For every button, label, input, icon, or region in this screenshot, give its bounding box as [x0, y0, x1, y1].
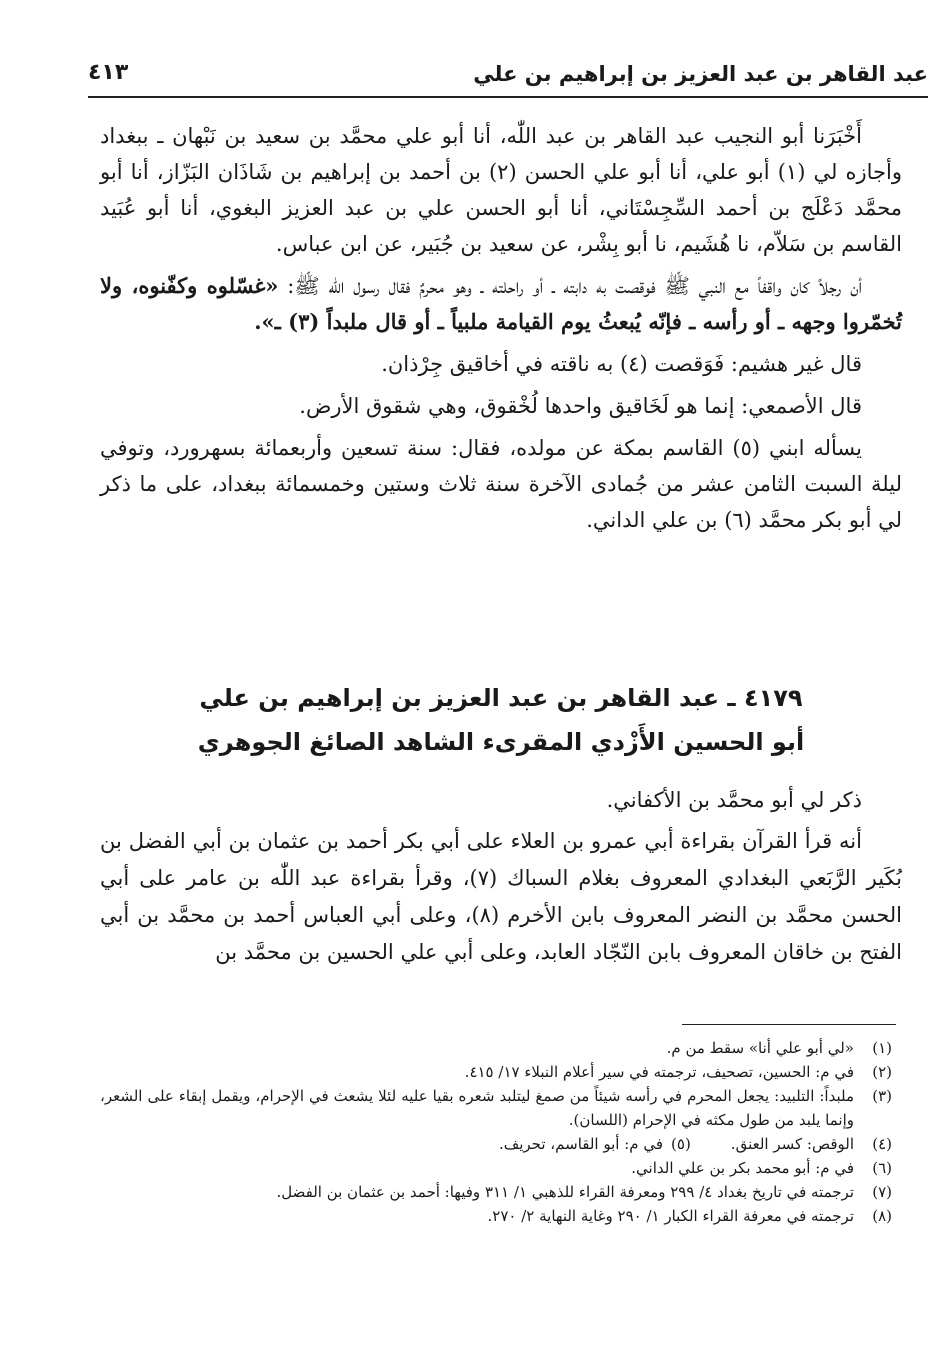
running-title: عبد القاهر بن عبد العزيز بن إبراهيم بن علي: [473, 62, 928, 86]
entry-paragraph-2: أنه قرأ القرآن بقراءة أبي عمرو بن العلاء على أبي بكر أحمد بن عثمان بن أبي الفضل بن بُكَير الرَّبَعي البغدادي المعروف بغلام السباك (٧)، وقرأ بقراءة عبد اللّٰه بن عامر على أبي الحسن محمَّد بن النضر المعروف بابن الأخرم (٨)، وعلى أبي العباس أحمد بن محمَّد بن أبي الفتح بن خاقان المعروف بابن النّجّاد العابد، وعلى أبي علي الحسين بن محمَّد بن: [100, 829, 902, 964]
hadith-lead-text: أن رجلاً كان واقفاً مع النبي ﷺ فوقصت به دابته ـ أو راحلته ـ وهو محرمٌ فقال رسول اللّٰه ﷺ:: [287, 274, 862, 298]
footnote-text: [100, 1132, 854, 1156]
footnote-number: (٢): [872, 1063, 892, 1081]
footnote-number: (١): [872, 1039, 892, 1057]
footnote-text: ملبداً: التلبيد: يجعل المحرم في رأسه شيئاً من صمغ ليتلبد شعره بقيا عليه لئلا يشعث في الإحرام، ويقمل إبقاء على الشعر، وإنما يلبد من طول مكثه في الإحرام (اللسان).: [100, 1087, 854, 1129]
hadith-quote: «غسّلوه وكفّنوه، ولا تُخمّروا وجهه ـ أو رأسه ـ فإنّه يُبعثُ يوم القيامة ملبياً ـ أو قال ملبداً (٣) ـ».: [100, 273, 902, 334]
footnote-7: [100, 1180, 892, 1204]
footnote-number: (٦): [872, 1159, 892, 1177]
entry-heading: [100, 676, 902, 764]
entry-text-block: [100, 782, 902, 975]
footnote-8: [100, 1204, 892, 1228]
hadith-paragraph: [100, 268, 902, 340]
running-header: [88, 60, 928, 98]
main-text-block: [100, 118, 902, 544]
footnote-5-number: (٥): [671, 1135, 691, 1153]
footnote-1: [100, 1036, 892, 1060]
asmai-paragraph: قال الأصمعي: إنما هو لَخَاقيق واحدها لُخْقوق، وهي شقوق الأرض.: [299, 394, 862, 418]
footnote-text: ترجمته في تاريخ بغداد ٤/ ٢٩٩ ومعرفة القراء للذهبي ١/ ٣١١ وفيها: أحمد بن عثمان بن الفضل.: [276, 1183, 854, 1201]
footnote-6: [100, 1156, 892, 1180]
footnote-text: ترجمته في معرفة القراء الكبار ١/ ٢٩٠ وغاية النهاية ٢/ ٢٧٠.: [487, 1207, 854, 1225]
page-number: ٤١٣: [88, 60, 129, 85]
footnote-number: (٣): [872, 1087, 892, 1105]
footnote-number: (٨): [872, 1207, 892, 1225]
entry-title-line1: ٤١٧٩ ـ عبد القاهر بن عبد العزيز بن إبراهيم بن علي: [199, 684, 803, 712]
footnote-number: (٤): [872, 1135, 892, 1153]
isnad-paragraph: أَخْبَرَنا أبو النجيب عبد القاهر بن عبد اللّٰه، أنا أبو علي محمَّد بن سعيد بن نَبْهان ـ ببغداد وأجازه لي (١) أبو علي، أنا أبو علي الحسن (٢) بن أحمد بن إبراهيم بن شَاذَان البَزّاز، أنا أبو محمَّد دَعْلَج بن أحمد السِّجِسْتَاني، أنا أبو الحسن علي بن عبد العزيز البغوي، أنا أبو عُبَيد القاسم بن سَلاّم، نا هُشَيم، نا أبو بِشْر، عن سعيد بن جُبَير، عن ابن عباس.: [100, 124, 902, 256]
entry-paragraph-1: ذكر لي أبو محمَّد بن الأكفاني.: [606, 788, 862, 812]
footnote-4-text: الوقص: كسر العنق.: [730, 1135, 854, 1153]
footnote-separator: [682, 1024, 896, 1025]
footnote-4-5: [100, 1132, 892, 1156]
footnote-2: [100, 1060, 892, 1084]
footnote-number: (٧): [872, 1183, 892, 1201]
footnote-text: في م: الحسين، تصحيف، ترجمته في سير أعلام النبلاء ١٧/ ٤١٥.: [464, 1063, 854, 1081]
entry-title-line2: أبو الحسين الأَزْدي المقرىء الشاهد الصائغ الجوهري: [197, 728, 805, 756]
footnote-3: [100, 1084, 892, 1132]
hushaym-paragraph: قال غير هشيم: فَوَقصت (٤) به ناقته في أخاقيق جِرْذان.: [381, 352, 862, 376]
footnote-text: «لي أبو علي أنا» سقط من م.: [666, 1039, 854, 1057]
footnote-text: في م: أبو محمد بكر بن علي الداني.: [631, 1159, 854, 1177]
footnotes: [100, 1036, 892, 1228]
birth-death-paragraph: يسأله ابني (٥) القاسم بمكة عن مولده، فقال: سنة تسعين وأربعمائة بسهرورد، وتوفي ليلة السبت الثامن عشر من جُمادى الآخرة سنة ثلاث وستين وخمسمائة ببغداد، على ما ذكر لي أبو بكر محمَّد (٦) بن علي الداني.: [100, 436, 902, 532]
footnote-5-text: في م: أبو القاسم، تحريف.: [498, 1135, 664, 1153]
